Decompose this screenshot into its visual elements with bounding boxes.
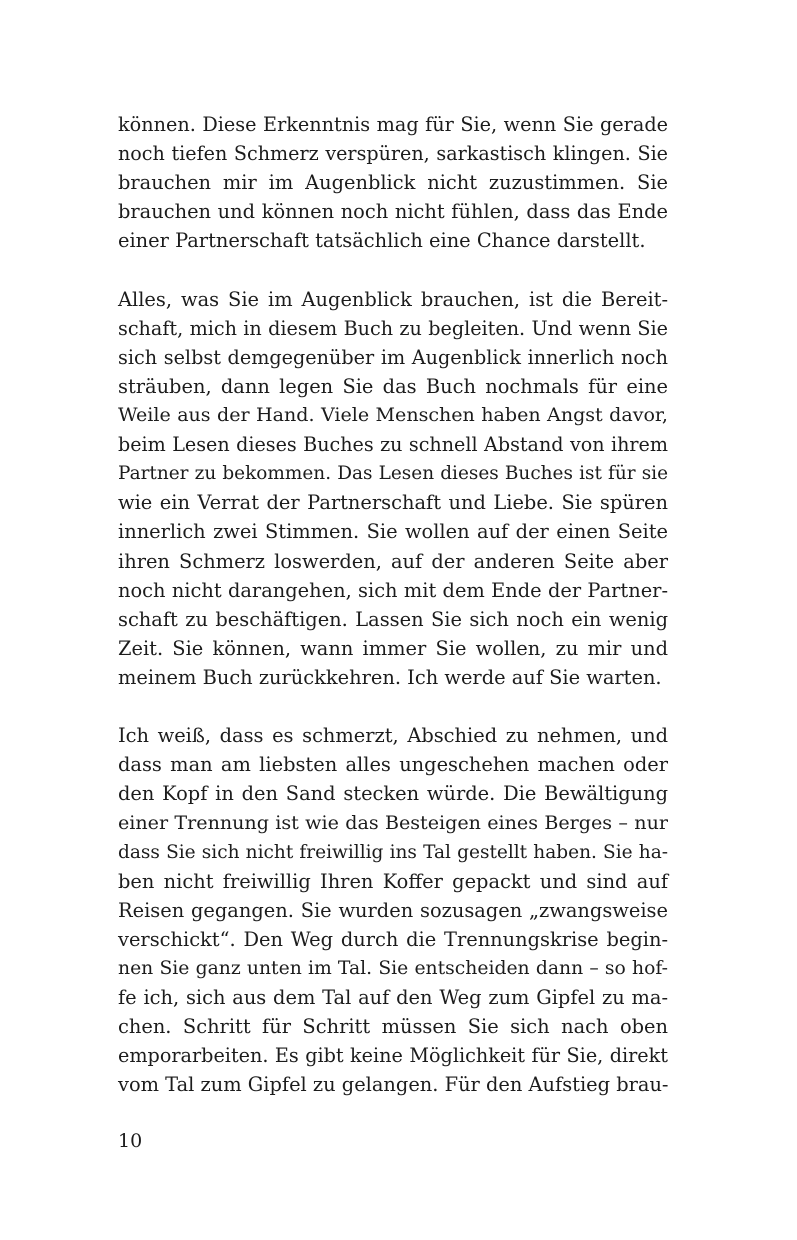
text-line: innerlich zwei Stimmen. Sie wollen auf der einen Seite — [118, 520, 668, 544]
text-line: nen Sie ganz unten im Tal. Sie entscheiden dann – so hof- — [118, 957, 668, 979]
text-line: chen. Schritt für Schritt müssen Sie sich nach oben — [118, 1015, 668, 1039]
text-line: den Kopf in den Sand stecken würde. Die Bewältigung — [118, 782, 668, 806]
text-line: einer Trennung ist wie das Besteigen eines Berges – nur — [118, 811, 668, 835]
text-line: sich selbst demgegenüber im Augenblick innerlich noch — [118, 345, 668, 369]
text-line: beim Lesen dieses Buches zu schnell Abstand von ihrem — [118, 433, 668, 457]
text-line: brauchen mir im Augenblick nicht zuzustimmen. Sie — [118, 171, 668, 195]
text-line: Weile aus der Hand. Viele Menschen haben Angst davor, — [118, 404, 668, 427]
text-line: verschickt“. Den Weg durch die Trennungskrise begin- — [118, 927, 668, 951]
text-line: noch tiefen Schmerz verspüren, sarkastisch klingen. Sie — [118, 142, 668, 166]
text-line: Alles, was Sie im Augenblick brauchen, ist die Bereit- — [118, 287, 668, 311]
text-line: emporarbeiten. Es gibt keine Möglichkeit für Sie, direkt — [118, 1044, 668, 1068]
text-line: noch nicht darangehen, sich mit dem Ende der Partner- — [118, 578, 668, 602]
text-line: vom Tal zum Gipfel zu gelangen. Für den Aufstieg brau- — [118, 1073, 669, 1097]
text-line: Partner zu bekommen. Das Lesen dieses Buches ist für sie — [118, 463, 668, 485]
text-line: dass man am liebsten alles ungeschehen machen oder — [118, 753, 668, 777]
text-line: Ich weiß, dass es schmerzt, Abschied zu nehmen, und — [118, 724, 668, 748]
paragraph-1 — [118, 110, 668, 255]
text-line: schaft zu beschäftigen. Lassen Sie sich noch ein wenig — [118, 607, 668, 631]
text-line: schaft, mich in diesem Buch zu begleiten. Und wenn Sie — [118, 316, 668, 340]
text-line: ben nicht freiwillig Ihren Koffer gepackt und sind auf — [118, 869, 668, 893]
text-line: wie ein Verrat der Partnerschaft und Liebe. Sie spüren — [118, 491, 668, 515]
text-line: Reisen gegangen. Sie wurden sozusagen „zwangsweise — [118, 898, 668, 922]
text-line: meinem Buch zurückkehren. Ich werde auf Sie warten. — [118, 665, 662, 689]
text-line: können. Diese Erkenntnis mag für Sie, wenn Sie gerade — [118, 113, 668, 136]
page-body — [118, 110, 668, 1099]
text-line: einer Partnerschaft tatsächlich eine Chance darstellt. — [118, 229, 646, 253]
text-line: fe ich, sich aus dem Tal auf den Weg zum Gipfel zu ma- — [118, 986, 668, 1009]
page-number: 10 — [118, 1130, 143, 1152]
paragraph-3 — [118, 721, 668, 1099]
text-line: sträuben, dann legen Sie das Buch nochmals für eine — [118, 374, 668, 398]
text-line: Zeit. Sie können, wann immer Sie wollen, zu mir und — [118, 636, 668, 660]
paragraph-2 — [118, 285, 668, 692]
text-line: dass Sie sich nicht freiwillig ins Tal gestellt haben. Sie ha- — [118, 841, 668, 863]
text-line: brauchen und können noch nicht fühlen, dass das Ende — [118, 200, 668, 224]
text-line: ihren Schmerz loswerden, auf der anderen Seite aber — [118, 549, 668, 573]
